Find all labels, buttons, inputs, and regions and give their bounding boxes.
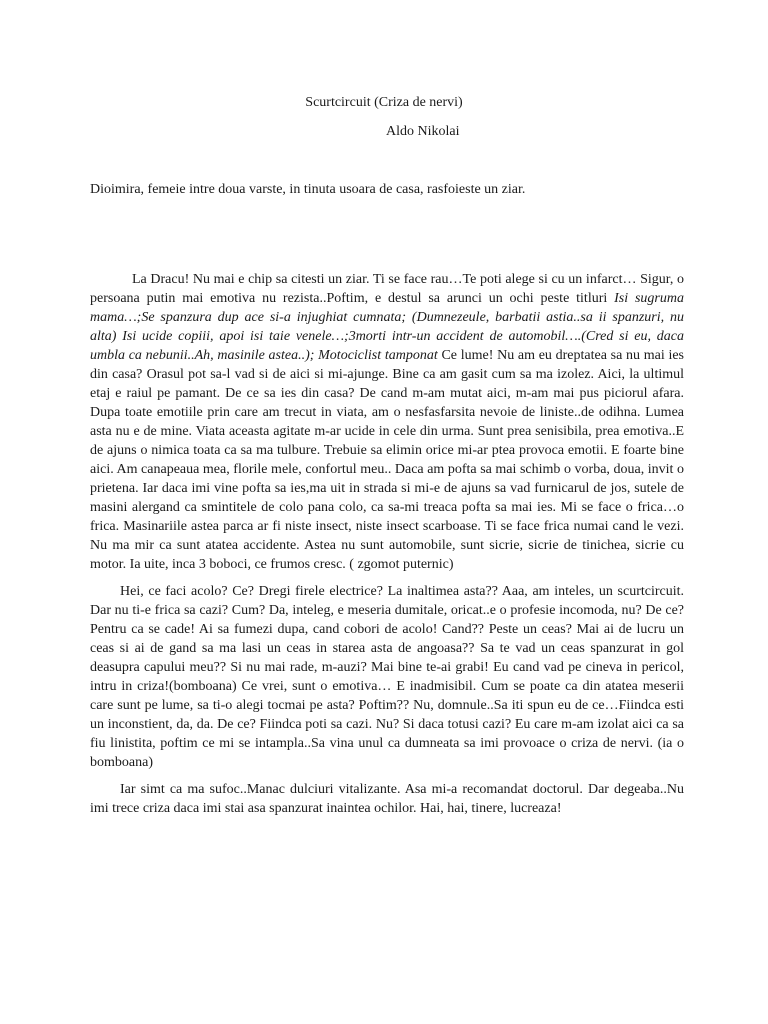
document-title: Scurtcircuit (Criza de nervi) bbox=[305, 95, 463, 110]
paragraph-1-text-c: Ce lume! Nu am eu dreptatea sa nu mai ies din casa? Orasul pot sa-l vad si de aici si mi-ajunge. Bine ca am gasit cum sa ma izolez. Aici, la ultimul etaj e raiul pe pamant. De ce sa ies din casa? De cand m-am mutat aici, m-am mai pus piciorul afara. Dupa toate emotiile prin care am trecut in viata, am o nesfasfarsita nevoie de liniste..de odihna. Lumea asta nu e de mine. Viata aceasta agitate m-ar ucide in cele din urma. Sunt prea senisibila, prea emotiva..E de ajuns o nimica toata ca sa ma tulbure. Trebuie sa elimin orice mi-ar ptea provoca emotii. E foarte bine aici. Am canapeaua mea, florile mele, confortul meu.. Daca am pofta sa mai schimb o vorba, doua, invit o prietena. Iar daca imi vine pofta sa ies,ma uit in strada si mi-e de ajuns sa vad furnicarul de jos, sutele de masini alergand ca smintitele de colo pana colo, ca sa-mi treaca pofta sa mai ies. Mi se face o frica…o frica. Masinariile astea parca ar fi niste insect, niste insect scarboase. Ti se face frica numai cand le vezi. Nu ma mir ca sunt atatea accidente. Astea nu sunt automobile, sunt sicrie, sicrie de tinichea, sicrie cu motor. Ia uite, inca 3 boboci, ce frumos cresc. ( zgomot puternic) bbox=[90, 348, 685, 572]
headline-titles-italic: Isi sugruma mama…;Se spanzura dup ace si-a injughiat cumnata; (Dumnezeule, barbatii astia..sa ii spanzuri, nu alta) Isi ucide copiii, apoi isi taie venele…;3morti intr-un accident de automobil….(Cred si eu, daca umbla ca nebunii..Ah, masinile astea..); Motociclist tamponat bbox=[90, 291, 684, 363]
paragraph-2: Hei, ce faci acolo? Ce? Dregi firele electrice? La inaltimea asta?? Aaa, am inteles, un scurtcircuit. Dar nu ti-e frica sa cazi? Cum? Da, inteleg, e meseria dumitale, oricat..e o profesie incomoda, nu? De ce? Pentru ca se cade! Ai sa fumezi dupa, cand cobori de acolo! Cand?? Peste un ceas? Mai ai de lucru un ceas si ai de gand sa ma lasi un ceas in starea asta de angoasa?? Sa te vad un ceas spanzurat in gol deasupra capului meu?? Si nu mai rade, m-auzi? Mai bine te-ai grabi! Eu cand vad pe cineva in pericol, intru in criza!(bomboana) Ce vrei, sunt o emotiva… E inadmisibil. Cum se poate ca din atatea meserii care sunt pe lume, sa ti-o alegi tocmai pe asta? Poftim?? Nu, domnule..Sa iti spun eu de ce…Fiindca esti un inconstient, da, da. De ce? Fiindca poti sa cazi. Nu? Si daca totusi cazi? Eu care m-am izolat aici ca sa fiu linistita, poftim ce mi se intampla..Sa vina unul ca dumneata sa imi provoace o criza de nervi. (ia o bomboana) bbox=[90, 584, 684, 770]
stage-direction-intro: Dioimira, femeie intre doua varste, in tinuta usoara de casa, rasfoieste un ziar. bbox=[90, 182, 526, 197]
paragraph-1 bbox=[90, 270, 684, 574]
paragraph-1-text-a: La Dracu! Nu mai e chip sa citesti un ziar. Ti se face rau…Te poti alege si cu un infarct… Sigur, o persoana putin mai emotiva nu rezista..Poftim, e destul sa arunci un ochi peste titluri bbox=[90, 272, 684, 306]
paragraph-3: Iar simt ca ma sufoc..Manac dulciuri vitalizante. Asa mi-a recomandat doctorul. Dar degeaba..Nu imi trece criza daca imi stai asa spanzurat inaintea ochilor. Hai, hai, tinere, lucreaza! bbox=[90, 782, 684, 816]
author-name: Aldo Nikolai bbox=[386, 124, 460, 139]
monologue-body bbox=[90, 270, 684, 826]
